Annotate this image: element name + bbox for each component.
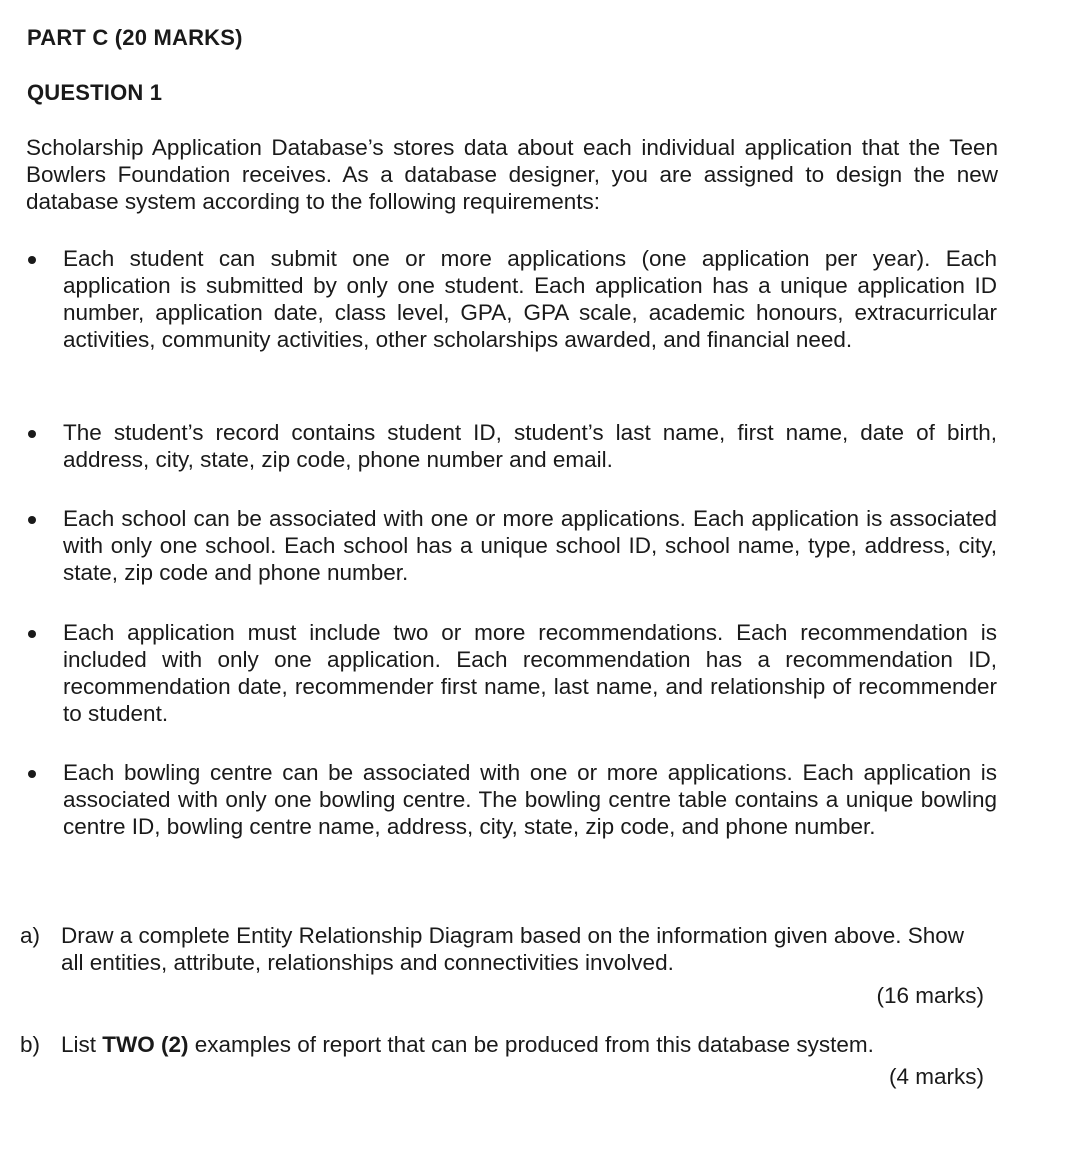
requirement-text: Each student can submit one or more applications (one application per year). Each application is submitted by only one student. Each application has a unique application ID number, application date, class level, GPA, GPA scale, academic honours, extracurricular activities, community activities, other scholarships awarded, and financial need. [63, 246, 997, 352]
question-a-marks: (16 marks) [876, 983, 984, 1008]
bullet-icon [28, 630, 36, 638]
bullet-icon [28, 516, 36, 524]
question-a-label: a) [20, 923, 41, 948]
question-a-text: Draw a complete Entity Relationship Diagram based on the information given above. Show all entities, attribute, relationships and connectivities involved. [61, 923, 964, 975]
requirement-text: Each school can be associated with one or more applications. Each application is associated with only one school. Each school has a unique school ID, school name, type, address, city, state, zip code and phone number. [63, 506, 997, 585]
question-b-marks: (4 marks) [889, 1064, 984, 1089]
requirement-text: Each bowling centre can be associated with one or more applications. Each application is associated with only one bowling centre. The bowling centre table contains a unique bowling centre ID, bowling centre name, address, city, state, zip code, and phone number. [63, 760, 997, 839]
requirement-text: The student’s record contains student ID, student’s last name, first name, date of birth, address, city, state, zip code, phone number and email. [63, 420, 997, 472]
question-b-text [61, 1031, 991, 1058]
question-b-count: TWO (2) [102, 1032, 189, 1057]
question-b-text-after: examples of report that can be produced from this database system. [188, 1032, 874, 1057]
bullet-icon [28, 430, 36, 438]
bullet-icon [28, 256, 36, 264]
question-b-text-before: List [61, 1032, 103, 1057]
requirement-text: Each application must include two or more recommendations. Each recommendation is included with only one application. Each recommendation has a recommendation ID, recommendation date, recommender first name, last name, and relationship of recommender to student. [63, 620, 997, 726]
part-heading: PART C (20 MARKS) [27, 25, 243, 50]
question-heading: QUESTION 1 [27, 80, 163, 105]
question-b-label: b) [20, 1032, 41, 1057]
bullet-icon [28, 770, 36, 778]
intro-paragraph: Scholarship Application Database’s stores data about each individual application that the Teen Bowlers Foundation receives. As a database designer, you are assigned to design the new database system according to the following requirements: [26, 135, 998, 214]
